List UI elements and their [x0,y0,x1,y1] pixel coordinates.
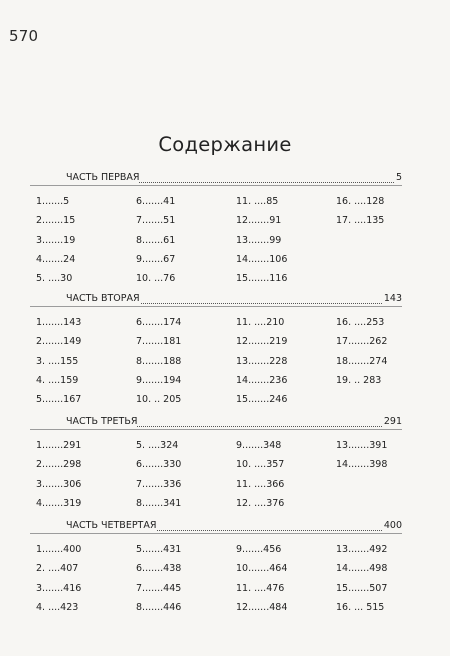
toc-entry: 15.......246 [236,394,288,406]
part-divider [30,185,402,186]
toc-entry: 7.......445 [136,582,182,594]
toc-entry: 3.......306 [36,478,82,490]
toc-entry: 3. ....155 [36,355,79,367]
toc-entry: 13.......228 [236,355,288,367]
toc-entry: 11. ....210 [236,317,285,328]
part-divider [30,533,402,534]
part-heading [66,293,402,305]
toc-entry: 13.......99 [236,234,282,246]
toc-entry: 10. .. 205 [136,394,182,406]
toc-entry: 4.......319 [36,497,82,509]
toc-entry: 5.......431 [136,544,182,555]
toc-entry: 9.......194 [136,374,182,386]
toc-entry: 14.......236 [236,374,288,386]
toc-entry: 12.......91 [236,215,282,227]
toc-entry: 19. .. 283 [336,374,382,386]
toc-entry: 15.......116 [236,273,288,285]
toc-entry: 3.......19 [36,234,76,246]
toc-entry: 4.......24 [36,253,76,265]
part-page-number: 5 [395,172,402,183]
toc-entry: 1.......400 [36,544,82,555]
part-divider [30,429,402,430]
part-heading [66,520,402,532]
toc-entry: 17. ....135 [336,215,385,227]
part-page-number: 400 [383,520,402,531]
part-divider [30,306,402,307]
part-title: ЧАСТЬ ПЕРВАЯ [66,172,140,183]
toc-entry: 17.......262 [336,336,388,348]
toc-entry: 1.......291 [36,440,82,451]
toc-entry: 1.......143 [36,317,82,328]
toc-entry: 4. ....423 [36,601,79,613]
toc-entry: 8.......61 [136,234,176,246]
toc-entry: 9.......348 [236,440,282,451]
toc-entry: 13.......391 [336,440,388,451]
toc-entry: 1.......5 [36,196,70,207]
toc-entry: 7.......181 [136,336,182,348]
toc-entry: 11. ....476 [236,582,285,594]
toc-entry: 2.......15 [36,215,76,227]
part-title: ЧАСТЬ ВТОРАЯ [66,293,140,304]
toc-entry: 11. ....85 [236,196,279,207]
toc-entry: 7.......51 [136,215,176,227]
toc-entry: 6.......41 [136,196,176,207]
toc-entry: 10. ....357 [236,459,285,471]
toc-entry: 4. ....159 [36,374,79,386]
toc-entry: 14.......498 [336,563,388,575]
toc-entry: 15.......507 [336,582,388,594]
toc-entry: 10. ...76 [136,273,176,285]
toc-entry: 6.......174 [136,317,182,328]
part-heading [66,172,402,184]
toc-entry: 2.......298 [36,459,82,471]
part-title: ЧАСТЬ ЧЕТВЕРТАЯ [66,520,157,531]
toc-entry: 5.......167 [36,394,82,406]
toc-entry: 16. ....128 [336,196,385,207]
toc-entry: 10.......464 [236,563,288,575]
toc-entry: 7.......336 [136,478,182,490]
toc-entry: 12.......219 [236,336,288,348]
part-page-number: 143 [383,293,402,304]
toc-title: Содержание [158,133,292,156]
toc-entry: 5. ....324 [136,440,179,451]
toc-entry: 8.......446 [136,601,182,613]
toc-entry: 3.......416 [36,582,82,594]
toc-entry: 8.......188 [136,355,182,367]
part-title: ЧАСТЬ ТРЕТЬЯ [66,416,138,427]
toc-entry: 14.......398 [336,459,388,471]
toc-entry: 2. ....407 [36,563,79,575]
part-heading [66,416,402,428]
page-number: 570 [9,27,39,45]
toc-entry: 13.......492 [336,544,388,555]
toc-entry: 6.......330 [136,459,182,471]
toc-entry: 18.......274 [336,355,388,367]
toc-entry: 6.......438 [136,563,182,575]
toc-entry: 12.......484 [236,601,288,613]
toc-entry: 5. ....30 [36,273,73,285]
toc-entry: 14.......106 [236,253,288,265]
toc-entry: 9.......67 [136,253,176,265]
toc-entry: 11. ....366 [236,478,285,490]
toc-entry: 8.......341 [136,497,182,509]
toc-entry: 16. ....253 [336,317,385,328]
part-page-number: 291 [383,416,402,427]
toc-entry: 16. ... 515 [336,601,385,613]
toc-entry: 2.......149 [36,336,82,348]
toc-entry: 9.......456 [236,544,282,555]
toc-entry: 12. ....376 [236,497,285,509]
